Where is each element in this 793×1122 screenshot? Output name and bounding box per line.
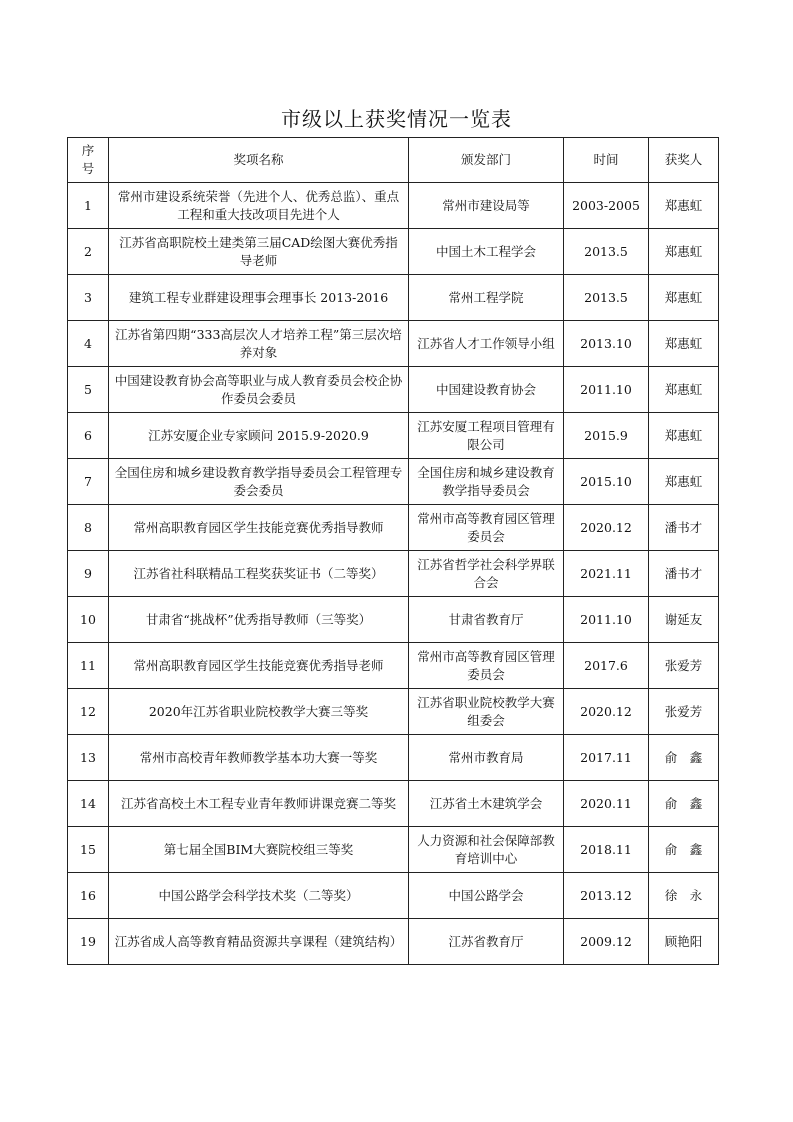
cell-date: 2003-2005 <box>564 183 649 229</box>
table-row <box>68 643 719 689</box>
cell-index: 16 <box>68 873 109 919</box>
cell-issuer: 江苏安厦工程项目管理有限公司 <box>409 413 564 459</box>
table-row <box>68 183 719 229</box>
cell-recipient: 郑惠虹 <box>649 275 719 321</box>
cell-index: 1 <box>68 183 109 229</box>
cell-recipient: 顾艳阳 <box>649 919 719 965</box>
cell-date: 2013.10 <box>564 321 649 367</box>
header-name: 奖项名称 <box>109 138 409 183</box>
cell-award-name: 江苏省高职院校土建类第三届CAD绘图大赛优秀指导老师 <box>109 229 409 275</box>
cell-recipient: 徐 永 <box>649 873 719 919</box>
cell-date: 2015.10 <box>564 459 649 505</box>
cell-award-name: 常州高职教育园区学生技能竞赛优秀指导教师 <box>109 505 409 551</box>
cell-date: 2018.11 <box>564 827 649 873</box>
cell-issuer: 江苏省哲学社会科学界联合会 <box>409 551 564 597</box>
cell-issuer: 常州工程学院 <box>409 275 564 321</box>
cell-date: 2017.11 <box>564 735 649 781</box>
cell-award-name: 常州市建设系统荣誉（先进个人、优秀总监）、重点工程和重大技改项目先进个人 <box>109 183 409 229</box>
table-row <box>68 873 719 919</box>
table-row <box>68 919 719 965</box>
cell-issuer: 中国土木工程学会 <box>409 229 564 275</box>
cell-issuer: 中国公路学会 <box>409 873 564 919</box>
table-row <box>68 367 719 413</box>
cell-award-name: 江苏省第四期“333高层次人才培养工程”第三层次培养对象 <box>109 321 409 367</box>
cell-date: 2020.12 <box>564 689 649 735</box>
cell-issuer: 人力资源和社会保障部教育培训中心 <box>409 827 564 873</box>
cell-index: 12 <box>68 689 109 735</box>
cell-index: 19 <box>68 919 109 965</box>
cell-recipient: 俞 鑫 <box>649 735 719 781</box>
table-row <box>68 689 719 735</box>
cell-date: 2015.9 <box>564 413 649 459</box>
cell-date: 2013.5 <box>564 275 649 321</box>
cell-recipient: 郑惠虹 <box>649 367 719 413</box>
cell-index: 2 <box>68 229 109 275</box>
cell-index: 10 <box>68 597 109 643</box>
cell-index: 8 <box>68 505 109 551</box>
cell-recipient: 郑惠虹 <box>649 321 719 367</box>
cell-award-name: 中国公路学会科学技术奖（二等奖） <box>109 873 409 919</box>
cell-award-name: 甘肃省“挑战杯”优秀指导教师（三等奖） <box>109 597 409 643</box>
cell-award-name: 建筑工程专业群建设理事会理事长 2013-2016 <box>109 275 409 321</box>
cell-issuer: 江苏省教育厅 <box>409 919 564 965</box>
cell-recipient: 张爱芳 <box>649 689 719 735</box>
cell-index: 14 <box>68 781 109 827</box>
cell-recipient: 郑惠虹 <box>649 229 719 275</box>
cell-index: 4 <box>68 321 109 367</box>
cell-issuer: 常州市高等教育园区管理委员会 <box>409 505 564 551</box>
cell-index: 6 <box>68 413 109 459</box>
cell-recipient: 郑惠虹 <box>649 183 719 229</box>
cell-issuer: 常州市高等教育园区管理委员会 <box>409 643 564 689</box>
cell-date: 2017.6 <box>564 643 649 689</box>
cell-recipient: 郑惠虹 <box>649 413 719 459</box>
cell-award-name: 2020年江苏省职业院校教学大赛三等奖 <box>109 689 409 735</box>
cell-award-name: 常州市高校青年教师教学基本功大赛一等奖 <box>109 735 409 781</box>
cell-award-name: 江苏省高校土木工程专业青年教师讲课竞赛二等奖 <box>109 781 409 827</box>
cell-date: 2021.11 <box>564 551 649 597</box>
cell-issuer: 常州市建设局等 <box>409 183 564 229</box>
cell-index: 15 <box>68 827 109 873</box>
header-date: 时间 <box>564 138 649 183</box>
cell-issuer: 全国住房和城乡建设教育教学指导委员会 <box>409 459 564 505</box>
cell-recipient: 谢延友 <box>649 597 719 643</box>
cell-recipient: 潘书才 <box>649 551 719 597</box>
cell-index: 9 <box>68 551 109 597</box>
cell-award-name: 江苏省社科联精品工程奖获奖证书（二等奖） <box>109 551 409 597</box>
cell-recipient: 潘书才 <box>649 505 719 551</box>
header-person: 获奖人 <box>649 138 719 183</box>
cell-award-name: 全国住房和城乡建设教育教学指导委员会工程管理专委会委员 <box>109 459 409 505</box>
cell-index: 5 <box>68 367 109 413</box>
cell-award-name: 江苏安厦企业专家顾问 2015.9-2020.9 <box>109 413 409 459</box>
cell-award-name: 江苏省成人高等教育精品资源共享课程（建筑结构） <box>109 919 409 965</box>
cell-date: 2011.10 <box>564 597 649 643</box>
cell-date: 2009.12 <box>564 919 649 965</box>
table-row <box>68 735 719 781</box>
cell-index: 7 <box>68 459 109 505</box>
page-title: 市级以上获奖情况一览表 <box>281 107 512 131</box>
header-issuer: 颁发部门 <box>409 138 564 183</box>
cell-issuer: 江苏省人才工作领导小组 <box>409 321 564 367</box>
cell-index: 3 <box>68 275 109 321</box>
cell-date: 2020.12 <box>564 505 649 551</box>
cell-issuer: 中国建设教育协会 <box>409 367 564 413</box>
cell-date: 2013.12 <box>564 873 649 919</box>
table-row <box>68 781 719 827</box>
cell-index: 13 <box>68 735 109 781</box>
header-index: 序号 <box>68 138 109 183</box>
cell-issuer: 江苏省土木建筑学会 <box>409 781 564 827</box>
cell-recipient: 俞 鑫 <box>649 827 719 873</box>
cell-issuer: 甘肃省教育厅 <box>409 597 564 643</box>
cell-index: 11 <box>68 643 109 689</box>
cell-recipient: 俞 鑫 <box>649 781 719 827</box>
cell-issuer: 常州市教育局 <box>409 735 564 781</box>
cell-date: 2011.10 <box>564 367 649 413</box>
table-row <box>68 597 719 643</box>
cell-recipient: 郑惠虹 <box>649 459 719 505</box>
table-row <box>68 459 719 505</box>
cell-date: 2013.5 <box>564 229 649 275</box>
table-row <box>68 321 719 367</box>
cell-award-name: 常州高职教育园区学生技能竞赛优秀指导老师 <box>109 643 409 689</box>
table-row <box>68 551 719 597</box>
cell-date: 2020.11 <box>564 781 649 827</box>
table-row <box>68 413 719 459</box>
table-row <box>68 275 719 321</box>
awards-table <box>67 137 719 965</box>
cell-issuer: 江苏省职业院校教学大赛组委会 <box>409 689 564 735</box>
table-row <box>68 505 719 551</box>
cell-award-name: 第七届全国BIM大赛院校组三等奖 <box>109 827 409 873</box>
table-body <box>68 183 719 965</box>
cell-recipient: 张爱芳 <box>649 643 719 689</box>
table-row <box>68 229 719 275</box>
table-row <box>68 827 719 873</box>
table-header-row <box>68 138 719 183</box>
cell-award-name: 中国建设教育协会高等职业与成人教育委员会校企协作委员会委员 <box>109 367 409 413</box>
